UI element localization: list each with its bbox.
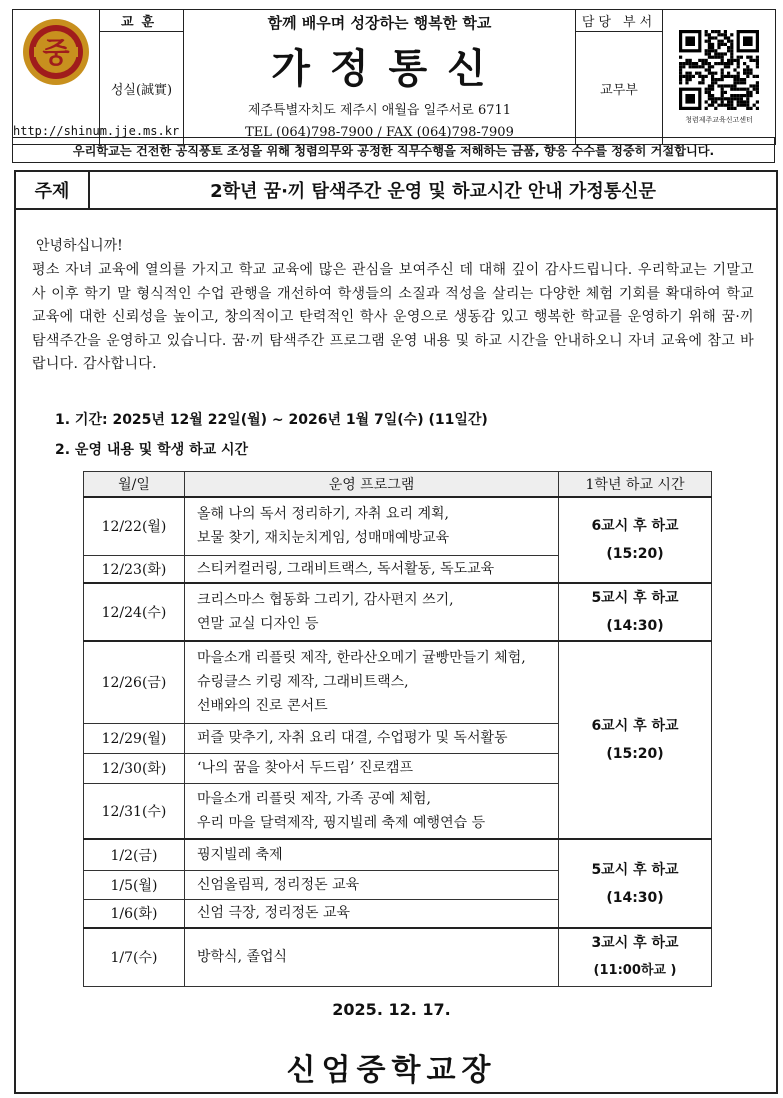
dismissal-period: 3교시 후 하교 (591, 935, 679, 952)
program-line: 마을소개 리플릿 제작, 한라산오메기 귤빵만들기 체험, (197, 650, 526, 667)
school-logo-cell (13, 10, 100, 98)
table-header-row (84, 472, 712, 498)
program-item: 2. 운영 내용 및 학생 하교 시간 (55, 442, 249, 458)
row-date: 1/6(화) (84, 899, 185, 928)
row-date: 1/5(월) (84, 870, 185, 899)
program-line: 스티커컬러링, 그래비트랙스, 독서활동, 독도교육 (197, 560, 495, 577)
period-item: 1. 기간: 2025년 12월 22일(월) ~ 2026년 1월 7일(수) (11일간) (55, 412, 488, 428)
row-program (185, 928, 559, 986)
row-program (185, 783, 559, 839)
table-row (84, 497, 712, 555)
subject-bar (14, 170, 778, 210)
dismissal-time (559, 839, 712, 928)
row-date: 1/2(금) (84, 839, 185, 870)
school-url[interactable]: http://shinum.jje.ms.kr (13, 98, 100, 145)
schedule-table (83, 471, 712, 987)
page-title: 가정통신 (271, 46, 506, 92)
program-line: 꿩지빌레 축제 (197, 846, 283, 863)
row-program (185, 723, 559, 753)
school-slogan: 함께 배우며 성장하는 행복한 학교 (267, 14, 492, 32)
row-date: 1/7(수) (84, 928, 185, 986)
program-line: 우리 마을 달력제작, 꿩지빌레 축제 예행연습 등 (197, 814, 486, 831)
table-row (84, 583, 712, 641)
dismissal-time (559, 583, 712, 641)
dismissal-clock: (15:20) (606, 546, 664, 562)
table-row (84, 641, 712, 723)
program-line: ‘나의 꿈을 찾아서 두드림’ 진로캠프 (197, 760, 414, 776)
row-program (185, 753, 559, 783)
title-block (184, 10, 576, 145)
dismissal-period: 6교시 후 하교 (591, 718, 679, 734)
row-program (185, 899, 559, 928)
school-logo-icon (21, 17, 91, 87)
row-date: 12/24(수) (84, 583, 185, 641)
program-line: 선배와의 진로 콘서트 (197, 698, 328, 715)
row-date: 12/23(화) (84, 555, 185, 583)
letterhead (12, 9, 776, 145)
program-line: 올해 나의 독서 정리하기, 자취 요리 계획, (197, 506, 449, 523)
dismissal-clock: (14:30) (606, 618, 664, 634)
row-date: 12/22(월) (84, 497, 185, 555)
integrity-notice (12, 137, 775, 163)
program-line: 보물 찾기, 재치눈치게임, 성매매예방교육 (197, 530, 450, 547)
table-row (84, 928, 712, 986)
principal-signature: 신엄중학교장 (286, 1053, 497, 1088)
subject-label: 주제 (16, 172, 90, 208)
table-row (84, 839, 712, 870)
program-line: 연말 교실 디자인 등 (197, 616, 319, 632)
dismissal-period: 6교시 후 하교 (591, 518, 679, 534)
col-header-time: 1학년 하교 시간 (559, 472, 712, 498)
subject-text: 2학년 꿈·끼 탐색주간 운영 및 하교시간 안내 가정통신문 (210, 181, 656, 202)
dismissal-period: 5교시 후 하교 (591, 861, 679, 878)
program-line: 방학식, 졸업식 (197, 949, 288, 966)
dismissal-time (559, 641, 712, 839)
integrity-notice-text: 우리학교는 건전한 공직풍토 조성을 위해 청렴의무와 공정한 직무수행을 저해하는 금품, 향응 수수를 정중히 거절합니다. (72, 143, 715, 158)
row-date: 12/30(화) (84, 753, 185, 783)
row-program (185, 583, 559, 641)
dismissal-period: 5교시 후 하교 (591, 590, 679, 606)
program-line: 마을소개 리플릿 제작, 가족 공예 체험, (197, 790, 432, 807)
dismissal-time (559, 497, 712, 583)
qr-cell (663, 10, 776, 145)
school-contact: TEL (064)798-7900 / FAX (064)798-7909 (245, 125, 514, 140)
greeting: 안녕하십니까! (36, 238, 123, 254)
row-date: 12/31(수) (84, 783, 185, 839)
svg-text:중: 중 (42, 35, 70, 69)
motto-value: 성실(誠實) (100, 32, 184, 145)
program-line: 크리스마스 협동화 그리기, 감사편지 쓰기, (197, 592, 454, 608)
row-program (185, 641, 559, 723)
row-program (185, 555, 559, 583)
row-program (185, 497, 559, 555)
row-date: 12/29(월) (84, 723, 185, 753)
dismissal-clock: (14:30) (606, 889, 664, 906)
qr-code-icon[interactable] (679, 30, 759, 110)
dismissal-time (559, 928, 712, 986)
dept-label: 담당 부서 (576, 10, 663, 32)
school-address: 제주특별자치도 제주시 애월읍 일주서로 6711 (247, 103, 512, 118)
row-program (185, 839, 559, 870)
dismissal-clock: (15:20) (606, 746, 664, 762)
dept-value: 교무부 (576, 32, 663, 145)
program-line: 퍼즐 맞추기, 자취 요리 대결, 수업평가 및 독서활동 (197, 730, 508, 746)
row-program (185, 870, 559, 899)
intro-paragraph: 평소 자녀 교육에 열의를 가지고 학교 교육에 많은 관심을 보여주신 데 대해 깊이 감사드립니다. 우리학교는 기말고사 이후 학기 말 형식적인 수업 관행을 개선하여 학생들의 소질과 적성을 살리는 다양한 체험 기회를 확대하여 학교교육에 대한 신뢰성을 높이고, 창의적이고 탄력적인 학사 운영으로 생동감 있고 행복한 학교를 운영하기 위해 꿈·끼 탐색주간을 운영하고 있습니다. 꿈·끼 탐색주간 프로그램 운영 내용 및 하교 시간을 안내하오니 자녀 교육에 참고 바랍니다. 감사합니다. (32, 262, 754, 372)
program-line: 슈링클스 키링 제작, 그래비트랙스, (197, 674, 409, 691)
qr-caption: 청렴제주교육신고센터 (685, 115, 753, 124)
row-date: 12/26(금) (84, 641, 185, 723)
col-header-program: 운영 프로그램 (185, 472, 559, 498)
col-header-date: 월/일 (84, 472, 185, 498)
program-line: 신엄올림픽, 정리정돈 교육 (197, 876, 360, 893)
motto-label: 교훈 (100, 10, 184, 32)
dismissal-clock: (11:00하교 ) (593, 963, 677, 979)
program-line: 신엄 극장, 정리정돈 교육 (197, 905, 351, 922)
issue-date: 2025. 12. 17. (332, 1000, 451, 1019)
